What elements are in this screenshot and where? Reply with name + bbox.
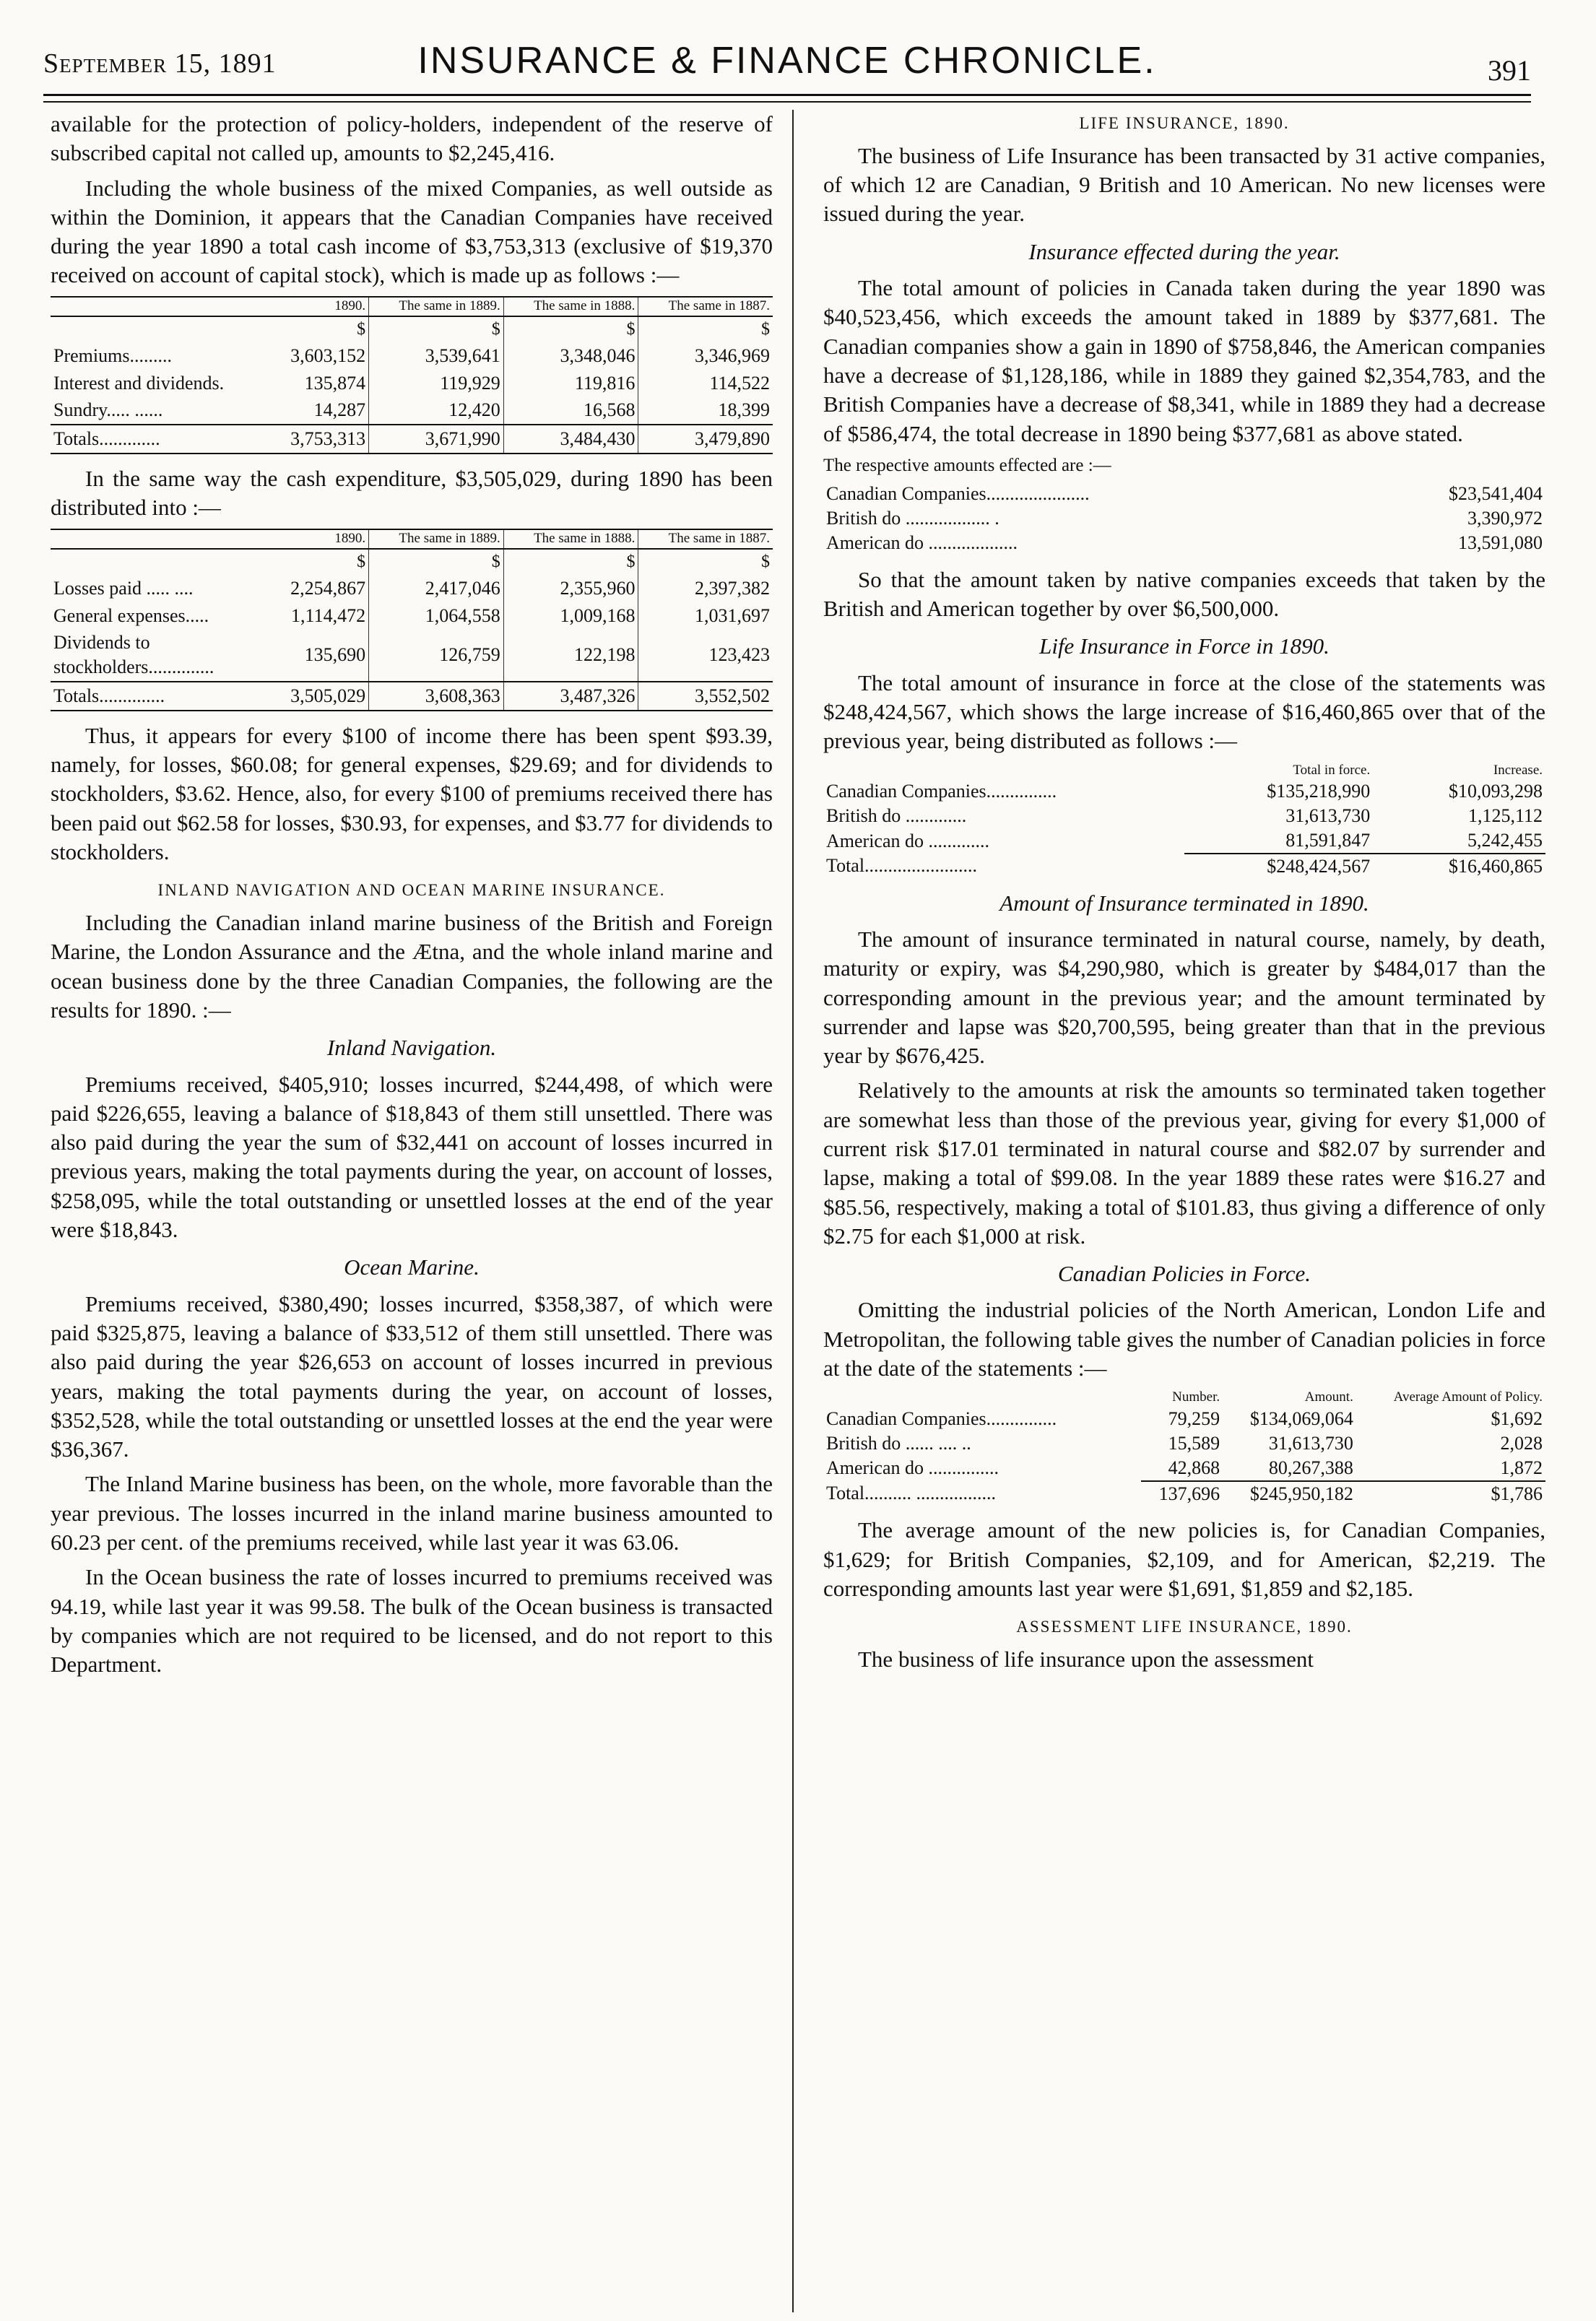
left-column bbox=[51, 110, 773, 1686]
table-total-row: Totals.............. 3,505,029 3,608,363 3,487,326 3,552,502 bbox=[51, 682, 773, 711]
page-number: 391 bbox=[1488, 54, 1531, 87]
column-header: The same in 1888. bbox=[503, 297, 638, 316]
table-row: British do ............. 31,613,730 1,125,112 bbox=[826, 805, 1543, 827]
paragraph: The business of life insurance upon the assessment bbox=[858, 1647, 1314, 1673]
paragraph: Omitting the industrial policies of the North American, London Life and Metropolitan, the following table gives the number of Canadian policies in force at the date of the statements :— bbox=[823, 1297, 1545, 1381]
table-row: Canadian Companies...................... $23,541,404 bbox=[826, 483, 1543, 505]
force-table bbox=[823, 762, 1545, 879]
currency-mark: $ bbox=[638, 316, 773, 342]
subheading: Ocean Marine. bbox=[344, 1254, 480, 1280]
column-header: Amount. bbox=[1304, 1389, 1353, 1405]
subheading: Canadian Policies in Force. bbox=[1057, 1261, 1311, 1287]
paragraph: So that the amount taken by native companies exceeds that taken by the British and American together by over $6,500,000. bbox=[823, 566, 1545, 622]
column-header: Total in force. bbox=[1293, 762, 1371, 778]
table-total-row: Totals............. 3,753,313 3,671,990 3,484,430 3,479,890 bbox=[51, 425, 773, 454]
table-row: Dividends to stockholders.............. 135,690 126,759 122,198 123,423 bbox=[51, 629, 773, 682]
table-row: Losses paid ..... .... 2,254,867 2,417,046 2,355,960 2,397,382 bbox=[51, 575, 773, 602]
table-row: British do .................. . 3,390,972 bbox=[826, 508, 1543, 529]
table-row: Canadian Companies............... 79,259 $134,069,064 $1,692 bbox=[826, 1408, 1543, 1430]
column-header: The same in 1887. bbox=[638, 529, 773, 549]
column-header: Number. bbox=[1172, 1389, 1220, 1405]
currency-mark: $ bbox=[369, 549, 504, 575]
header-rule-second bbox=[43, 101, 1531, 103]
paragraph: In the same way the cash expenditure, $3,505,029, during 1890 has been distributed into :— bbox=[51, 466, 773, 521]
column-header: The same in 1889. bbox=[369, 297, 504, 316]
section-heading: LIFE INSURANCE, 1890. bbox=[1079, 114, 1290, 132]
column-header: Increase. bbox=[1493, 762, 1543, 778]
table-intro: The respective amounts effected are :— bbox=[823, 455, 1111, 475]
subheading: Insurance effected during the year. bbox=[1028, 238, 1340, 264]
paragraph: available for the protection of policy-holders, independent of the reserve of subscribed capital not called up, amounts to $2,245,416. bbox=[51, 111, 773, 166]
income-table bbox=[51, 296, 773, 454]
paragraph: In the Ocean business the rate of losses incurred to premiums received was 94.19, while last year it was 99.58. The bulk of the Ocean business is transacted by companies which are not required to be licensed, and do not report to this Department. bbox=[51, 1564, 773, 1678]
table-total-row: Total........................ $248,424,567 $16,460,865 bbox=[823, 854, 1545, 879]
paragraph: Relatively to the amounts at risk the amounts so terminated taken together are somewhat less than those of the previous year, giving for every $1,000 of current risk $17.01 terminated in natural course and $82.07 by surrender and lapse, making a total of $99.08. In the year 1889 these rates were $16.27 and $85.56, respectively, making a total of $101.83, thus giving a difference of only $2.75 for each $1,000 at risk. bbox=[823, 1077, 1545, 1249]
paragraph: The business of Life Insurance has been transacted by 31 active companies, of which 12 are Canadian, 9 British and 10 American. No new licenses were issued during the year. bbox=[823, 142, 1545, 227]
paragraph: The average amount of the new policies is, for Canadian Companies, $1,629; for British Companies, $2,109, and for American, $2,219. The corresponding amounts last year were $1,691, $1,859 and $2,185. bbox=[823, 1517, 1545, 1602]
masthead-title: INSURANCE & FINANCE CHRONICLE. bbox=[417, 40, 1157, 82]
paragraph: The total amount of insurance in force at the close of the statements was $248,424,567, which shows the large increase of $16,460,865 over that of the previous year, being distributed as follows :— bbox=[823, 669, 1545, 754]
column-header: 1890. bbox=[334, 298, 366, 313]
table-row: American do ............... 42,868 80,267,388 1,872 bbox=[826, 1457, 1543, 1479]
policies-table bbox=[823, 1389, 1545, 1506]
paragraph: Including the whole business of the mixed Companies, as well outside as within the Dominion, it appears that the Canadian Companies have received during the year 1890 a total cash income of $3,753,313 (exclusive of $19,370 received on account of capital stock), which is made up as follows :— bbox=[51, 175, 773, 288]
paragraph: Including the Canadian inland marine business of the British and Foreign Marine, the London Assurance and the Ætna, and the whole inland marine and ocean business done by the three Canadian Companies, the following are the results for 1890. :— bbox=[51, 910, 773, 1023]
table-row: British do ...... .... .. 15,589 31,613,730 2,028 bbox=[826, 1433, 1543, 1454]
paragraph: Premiums received, $380,490; losses incurred, $358,387, of which were paid $325,875, leaving a balance of $33,512 of them still unsettled. There was also paid during the year $26,653 on account of losses incurred in previous years, making the total payments during the year, on account of losses, $352,528, while the total outstanding or unsettled losses at the end the year were $36,367. bbox=[51, 1290, 773, 1462]
table-row: Canadian Companies............... $135,218,990 $10,093,298 bbox=[826, 781, 1543, 802]
column-divider bbox=[792, 110, 794, 2312]
paragraph: The Inland Marine business has been, on the whole, more favorable than the year previous. The losses incurred in the inland marine business amounted to 60.23 per cent. of the premiums received, while last year it was 63.06. bbox=[51, 1471, 773, 1556]
section-heading: INLAND NAVIGATION AND OCEAN MARINE INSURANCE. bbox=[157, 881, 666, 900]
column-header: The same in 1889. bbox=[369, 529, 504, 549]
currency-mark: $ bbox=[369, 316, 504, 342]
currency-mark: $ bbox=[503, 316, 638, 342]
table-row: Premiums......... 3,603,152 3,539,641 3,348,046 3,346,969 bbox=[51, 342, 773, 370]
column-header: 1890. bbox=[334, 530, 366, 546]
currency-mark: $ bbox=[503, 549, 638, 575]
paragraph: Thus, it appears for every $100 of income there has been spent $93.39, namely, for losses, $60.08; for general expenses, $29.69; and for dividends to stockholders, $3.62. Hence, also, for every $100 of premiums received there has been paid out $62.58 for losses, $30.93, for expenses, and $3.77 for dividends to stockholders. bbox=[51, 722, 773, 864]
subheading: Inland Navigation. bbox=[326, 1035, 497, 1061]
table-row: American do ................... 13,591,080 bbox=[826, 532, 1543, 553]
effected-table bbox=[823, 482, 1545, 555]
paragraph: The total amount of policies in Canada taken during the year 1890 was $40,523,456, which exceeds the amount taked in 1889 by $377,681. The Canadian companies show a gain in 1890 of $758,846, the American companies have a decrease of $1,128,186, while in 1889 they gained $2,354,783, and the British Companies have a decrease of $8,341, while in 1889 they had a decrease of $586,474, the total decrease in 1890 being $377,681 as above stated. bbox=[823, 275, 1545, 446]
currency-mark: $ bbox=[357, 319, 366, 339]
currency-mark: $ bbox=[638, 549, 773, 575]
subheading: Life Insurance in Force in 1890. bbox=[1039, 633, 1330, 659]
column-header: Average Amount of Policy. bbox=[1393, 1389, 1543, 1405]
table-row: American do ............. 81,591,847 5,242,455 bbox=[826, 830, 1543, 851]
right-column bbox=[823, 110, 1545, 1680]
page-header bbox=[43, 38, 1531, 88]
table-total-row: Total.......... ................. 137,696 $245,950,182 $1,786 bbox=[823, 1481, 1545, 1506]
currency-mark: $ bbox=[357, 552, 366, 571]
column-header: The same in 1887. bbox=[638, 297, 773, 316]
expenditure-table bbox=[51, 529, 773, 711]
table-row: Sundry..... ...... 14,287 12,420 16,568 18,399 bbox=[51, 396, 773, 425]
section-heading: ASSESSMENT LIFE INSURANCE, 1890. bbox=[1016, 1618, 1353, 1636]
issue-date: September 15, 1891 bbox=[43, 48, 277, 79]
header-rule bbox=[43, 94, 1531, 96]
table-row: Interest and dividends. 135,874 119,929 119,816 114,522 bbox=[51, 370, 773, 397]
paragraph: Premiums received, $405,910; losses incurred, $244,498, of which were paid $226,655, leaving a balance of $18,843 of them still unsettled. There was also paid during the year the sum of $32,441 on account of losses incurred in previous years, making the total payments during the year, on account of losses, $258,095, while the total outstanding or unsettled losses at the end of the year were $18,843. bbox=[51, 1071, 773, 1243]
subheading: Amount of Insurance terminated in 1890. bbox=[999, 890, 1369, 916]
paragraph: The amount of insurance terminated in natural course, namely, by death, maturity or expiry, was $4,290,980, which is greater by $484,017 than the corresponding amount in the previous year; and the amount terminated by surrender and lapse was $20,700,595, being greater than that in the previous year by $676,425. bbox=[823, 926, 1545, 1069]
table-row: General expenses..... 1,114,472 1,064,558 1,009,168 1,031,697 bbox=[51, 602, 773, 630]
column-header: The same in 1888. bbox=[503, 529, 638, 549]
